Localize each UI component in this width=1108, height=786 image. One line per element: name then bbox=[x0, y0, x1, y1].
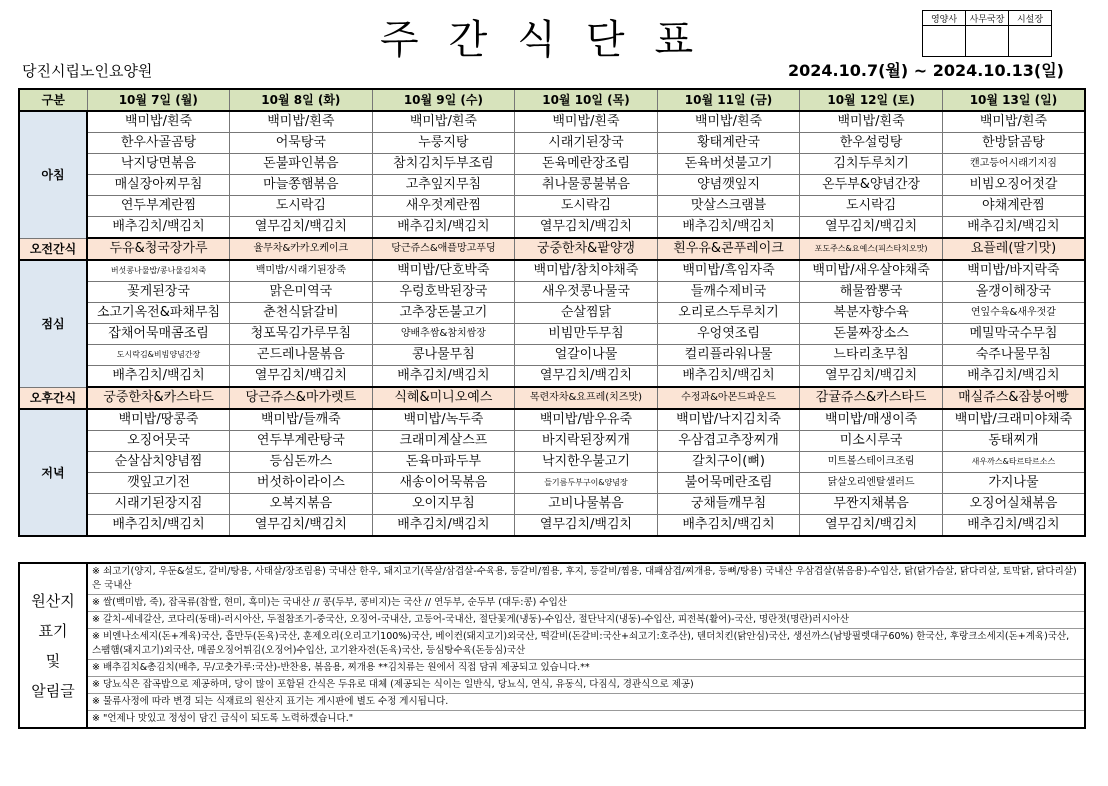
menu-item: 청포묵김가루무침 bbox=[230, 324, 373, 345]
menu-item: 새송이어묵볶음 bbox=[372, 473, 515, 494]
menu-item: 오징어뭇국 bbox=[87, 431, 230, 452]
notice-row bbox=[19, 563, 1085, 595]
day-header: 10월 7일 (월) bbox=[87, 89, 230, 111]
menu-item: 크래미계살스프 bbox=[372, 431, 515, 452]
approval-sign bbox=[1009, 26, 1052, 57]
menu-item: 느타리초무침 bbox=[800, 345, 943, 366]
menu-item: 열무김치/백김치 bbox=[800, 366, 943, 388]
menu-item: 오징어실채볶음 bbox=[942, 494, 1085, 515]
menu-item: 백미밥/흰죽 bbox=[87, 111, 230, 133]
day-header: 10월 10일 (목) bbox=[515, 89, 658, 111]
menu-row bbox=[19, 431, 1085, 452]
menu-row bbox=[19, 366, 1085, 388]
menu-item: 포도주스&요예스(피스타치오맛) bbox=[800, 238, 943, 260]
menu-item: 백미밥/매생이죽 bbox=[800, 409, 943, 431]
notice-row bbox=[19, 595, 1085, 612]
menu-header-row bbox=[19, 89, 1085, 111]
menu-item: 백미밥/참치야채죽 bbox=[515, 260, 658, 282]
menu-row bbox=[19, 303, 1085, 324]
menu-item: 미소시루국 bbox=[800, 431, 943, 452]
menu-item: 닭살오리엔탈샐러드 bbox=[800, 473, 943, 494]
menu-item: 매실장아찌무침 bbox=[87, 175, 230, 196]
notice-row bbox=[19, 612, 1085, 629]
menu-item: 백미밥/들깨죽 bbox=[230, 409, 373, 431]
menu-item: 시래기된장국 bbox=[515, 133, 658, 154]
menu-item: 불어묵메란조림 bbox=[657, 473, 800, 494]
menu-item: 열무김치/백김치 bbox=[800, 217, 943, 239]
menu-item: 비빔만두무침 bbox=[515, 324, 658, 345]
menu-item: 비빔오징어젓갈 bbox=[942, 175, 1085, 196]
menu-item: 낙지한우불고기 bbox=[515, 452, 658, 473]
notice-line: ※ 갈치-세네갈산, 코다리(동태)-러시아산, 두절참조기-중국산, 오징어-국내산, 고등어-국내산, 절단꽃게(냉동)-수입산, 절단낙지(냉동)-수입산, 피전복(활어)-국산, 명란젓(명란)러시아산 bbox=[87, 612, 1085, 629]
approval-sign bbox=[966, 26, 1009, 57]
menu-item: 양념깻잎지 bbox=[657, 175, 800, 196]
menu-row bbox=[19, 111, 1085, 133]
menu-item: 맑은미역국 bbox=[230, 282, 373, 303]
menu-item: 고추잎지무침 bbox=[372, 175, 515, 196]
notice-line: ※ 물류사정에 따라 변경 되는 식재료의 원산지 표기는 게시판에 별도 수정 게시됩니다. bbox=[87, 694, 1085, 711]
menu-item: 배추김치/백김치 bbox=[657, 515, 800, 537]
notice-row bbox=[19, 694, 1085, 711]
meal-label: 저녁 bbox=[19, 409, 87, 536]
menu-item: 흰우유&콘푸레이크 bbox=[657, 238, 800, 260]
menu-row bbox=[19, 282, 1085, 303]
menu-item: 무짠지채볶음 bbox=[800, 494, 943, 515]
menu-item: 얼갈이나물 bbox=[515, 345, 658, 366]
day-header: 10월 13일 (일) bbox=[942, 89, 1085, 111]
menu-item: 배추김치/백김치 bbox=[942, 217, 1085, 239]
menu-item: 오이지무침 bbox=[372, 494, 515, 515]
menu-item: 수정과&아몬드파운드 bbox=[657, 387, 800, 409]
notice-row bbox=[19, 711, 1085, 729]
menu-item: 백미밥/흰죽 bbox=[230, 111, 373, 133]
menu-item: 김치두루치기 bbox=[800, 154, 943, 175]
menu-item: 열무김치/백김치 bbox=[800, 515, 943, 537]
snack-row bbox=[19, 238, 1085, 260]
menu-item: 갈치구이(뼈) bbox=[657, 452, 800, 473]
menu-item: 낙지당면볶음 bbox=[87, 154, 230, 175]
menu-item: 순살찜닭 bbox=[515, 303, 658, 324]
menu-item: 맛살스크램블 bbox=[657, 196, 800, 217]
page-title: 주간식단표 bbox=[380, 17, 724, 63]
menu-row bbox=[19, 260, 1085, 282]
notice-body bbox=[19, 563, 1085, 728]
notice-table bbox=[18, 562, 1086, 729]
menu-item: 연잎수육&새우젓갈 bbox=[942, 303, 1085, 324]
menu-item: 백미밥/녹두죽 bbox=[372, 409, 515, 431]
menu-item: 배추김치/백김치 bbox=[87, 366, 230, 388]
menu-row bbox=[19, 515, 1085, 537]
menu-item: 들깨수제비국 bbox=[657, 282, 800, 303]
menu-item: 버섯하이라이스 bbox=[230, 473, 373, 494]
menu-item: 백미밥/낙지김치죽 bbox=[657, 409, 800, 431]
menu-item: 새우젓콩나물국 bbox=[515, 282, 658, 303]
meal-label: 아침 bbox=[19, 111, 87, 238]
menu-item: 고추장돈불고기 bbox=[372, 303, 515, 324]
menu-item: 새우젓계란찜 bbox=[372, 196, 515, 217]
menu-item: 돈육버섯불고기 bbox=[657, 154, 800, 175]
menu-item: 두유&청국장가루 bbox=[87, 238, 230, 260]
menu-item: 돈불파인볶음 bbox=[230, 154, 373, 175]
snack-row bbox=[19, 387, 1085, 409]
menu-item: 황태계란국 bbox=[657, 133, 800, 154]
menu-item: 배추김치/백김치 bbox=[372, 366, 515, 388]
menu-row bbox=[19, 452, 1085, 473]
header-label: 구분 bbox=[19, 89, 87, 111]
menu-item: 열무김치/백김치 bbox=[515, 217, 658, 239]
menu-item: 도시락김 bbox=[800, 196, 943, 217]
day-header: 10월 11일 (금) bbox=[657, 89, 800, 111]
organization-name: 당진시립노인요양원 bbox=[22, 62, 153, 80]
menu-item: 숙주나물무침 bbox=[942, 345, 1085, 366]
menu-item: 깻잎고기전 bbox=[87, 473, 230, 494]
menu-item: 해물짬뽕국 bbox=[800, 282, 943, 303]
menu-item: 백미밥/시래기된장죽 bbox=[230, 260, 373, 282]
notice-line: ※ 배추김치&총김치(배추, 무/고춧가루:국산)-반찬용, 볶음용, 찌개용 **김치류는 원에서 직접 담궈 제공되고 있습니다.** bbox=[87, 660, 1085, 677]
menu-item: 배추김치/백김치 bbox=[657, 217, 800, 239]
menu-item: 백미밥/흰죽 bbox=[800, 111, 943, 133]
menu-row bbox=[19, 154, 1085, 175]
approval-sign bbox=[923, 26, 966, 57]
menu-period: 2024.10.7(월) ~ 2024.10.13(일) bbox=[787, 61, 1064, 80]
menu-body bbox=[19, 111, 1085, 536]
menu-item: 등심돈까스 bbox=[230, 452, 373, 473]
notice-row bbox=[19, 677, 1085, 694]
menu-row bbox=[19, 133, 1085, 154]
menu-item: 마늘쫑햄볶음 bbox=[230, 175, 373, 196]
menu-item: 양배추쌈&참치쌈장 bbox=[372, 324, 515, 345]
menu-item: 미트볼스테이크조림 bbox=[800, 452, 943, 473]
menu-item: 열무김치/백김치 bbox=[515, 366, 658, 388]
menu-item: 연두부계란찜 bbox=[87, 196, 230, 217]
menu-row bbox=[19, 409, 1085, 431]
menu-row bbox=[19, 217, 1085, 239]
menu-item: 컬리플라워나물 bbox=[657, 345, 800, 366]
menu-item: 우엉엿조림 bbox=[657, 324, 800, 345]
notice-line: ※ 비엔나소세지(돈+계육)국산, 흡만두(돈육)국산, 훈제오리(오리고기100%)국산, 베이컨(돼지고기)외국산, 떡갈비(돈갈비:국산+쇠고기:호주산), 텐더치킨(닭안심)국산, 생선까스(남방필렛대구60%) 한국산, 후랑크소세지(돈+계육)국산, 스팸햄(돼지고기)외국산, 매콤오징어튀김(오징어)수입산, 고기완자전(돈육)국산, 등심탕수육(돈등심)국산 bbox=[87, 629, 1085, 660]
menu-item: 콩나물무침 bbox=[372, 345, 515, 366]
menu-row bbox=[19, 324, 1085, 345]
day-header: 10월 8일 (화) bbox=[230, 89, 373, 111]
menu-item: 배추김치/백김치 bbox=[372, 515, 515, 537]
menu-item: 도시락김 bbox=[515, 196, 658, 217]
menu-item: 동태찌개 bbox=[942, 431, 1085, 452]
notice-row bbox=[19, 660, 1085, 677]
notice-line: ※ "언제나 맛있고 정성이 담긴 급식이 되도록 노력하겠습니다." bbox=[87, 711, 1085, 729]
menu-item: 우삼겹고추장찌개 bbox=[657, 431, 800, 452]
menu-item: 순살삼치양념찜 bbox=[87, 452, 230, 473]
menu-item: 새우까스&타르타르소스 bbox=[942, 452, 1085, 473]
menu-item: 배추김치/백김치 bbox=[942, 515, 1085, 537]
menu-item: 율무차&카카오케이크 bbox=[230, 238, 373, 260]
menu-item: 궁중한차&팥양갱 bbox=[515, 238, 658, 260]
menu-item: 취나물콩불볶음 bbox=[515, 175, 658, 196]
menu-item: 식혜&미니오예스 bbox=[372, 387, 515, 409]
menu-item: 배추김치/백김치 bbox=[657, 366, 800, 388]
menu-item: 백미밥/새우살야채죽 bbox=[800, 260, 943, 282]
menu-item: 누룽지탕 bbox=[372, 133, 515, 154]
menu-item: 백미밥/흰죽 bbox=[515, 111, 658, 133]
menu-item: 한우설렁탕 bbox=[800, 133, 943, 154]
menu-item: 백미밥/크래미야채죽 bbox=[942, 409, 1085, 431]
menu-item: 당근쥬스&애플망고푸딩 bbox=[372, 238, 515, 260]
notice-row bbox=[19, 629, 1085, 660]
menu-item: 열무김치/백김치 bbox=[515, 515, 658, 537]
meal-label: 오후간식 bbox=[19, 387, 87, 409]
day-header: 10월 9일 (수) bbox=[372, 89, 515, 111]
menu-item: 우렁호박된장국 bbox=[372, 282, 515, 303]
menu-item: 돈육메란장조림 bbox=[515, 154, 658, 175]
menu-item: 배추김치/백김치 bbox=[942, 366, 1085, 388]
menu-item: 돈육마파두부 bbox=[372, 452, 515, 473]
menu-item: 춘천식닭갈비 bbox=[230, 303, 373, 324]
menu-item: 도시락김&비빔양념간장 bbox=[87, 345, 230, 366]
menu-item: 백미밥/흰죽 bbox=[942, 111, 1085, 133]
menu-item: 꽃게된장국 bbox=[87, 282, 230, 303]
menu-item: 매실쥬스&잠붕어빵 bbox=[942, 387, 1085, 409]
menu-item: 야채계란찜 bbox=[942, 196, 1085, 217]
notice-label: 원산지 표기 및 알림글 bbox=[19, 563, 87, 728]
menu-item: 메밀막국수무침 bbox=[942, 324, 1085, 345]
menu-item: 배추김치/백김치 bbox=[87, 515, 230, 537]
approval-box bbox=[922, 10, 1052, 57]
menu-item: 궁채들깨무침 bbox=[657, 494, 800, 515]
menu-item: 잡채어묵매콤조림 bbox=[87, 324, 230, 345]
menu-row bbox=[19, 345, 1085, 366]
menu-item: 들기름두부구이&양념장 bbox=[515, 473, 658, 494]
notice-line: ※ 쇠고기(양지, 우둔&설도, 갈비/탕용, 사태살/장조림용) 국내산 한우, 돼지고기(목살/삼겹살-수육용, 등갈비/찜용, 후지, 등갈비/찜용, 대패삼겹/찌개용, 등뼈/탕용) 국내산 우삼겹살(볶음용)-수입산, 닭(닭가슴살, 닭다리살, 토막닭, 닭다리살) 은 국내산 bbox=[87, 563, 1085, 595]
menu-item: 목련자차&요프레(치즈맛) bbox=[515, 387, 658, 409]
menu-item: 캔고등어시래기지짐 bbox=[942, 154, 1085, 175]
menu-item: 온두부&양념간장 bbox=[800, 175, 943, 196]
menu-item: 한방닭곰탕 bbox=[942, 133, 1085, 154]
meal-label: 오전간식 bbox=[19, 238, 87, 260]
menu-item: 백미밥/밤우유죽 bbox=[515, 409, 658, 431]
menu-item: 열무김치/백김치 bbox=[230, 217, 373, 239]
menu-item: 백미밥/바지락죽 bbox=[942, 260, 1085, 282]
menu-item: 어묵탕국 bbox=[230, 133, 373, 154]
menu-item: 곤드레나물볶음 bbox=[230, 345, 373, 366]
menu-item: 배추김치/백김치 bbox=[372, 217, 515, 239]
notice-line: ※ 당뇨식은 잡곡밥으로 제공하며, 당이 많이 포함된 간식은 두유로 대체 (제공되는 식이는 일반식, 당뇨식, 연식, 유동식, 다짐식, 경관식으로 제공) bbox=[87, 677, 1085, 694]
menu-item: 궁중한차&카스타드 bbox=[87, 387, 230, 409]
menu-item: 돈불짜장소스 bbox=[800, 324, 943, 345]
menu-row bbox=[19, 196, 1085, 217]
menu-item: 오복지볶음 bbox=[230, 494, 373, 515]
menu-item: 요플레(딸기맛) bbox=[942, 238, 1085, 260]
menu-item: 오리로스두루치기 bbox=[657, 303, 800, 324]
menu-table bbox=[18, 88, 1086, 537]
menu-item: 백미밥/흑임자죽 bbox=[657, 260, 800, 282]
menu-item: 올갱이해장국 bbox=[942, 282, 1085, 303]
menu-row bbox=[19, 175, 1085, 196]
menu-item: 열무김치/백김치 bbox=[230, 366, 373, 388]
menu-item: 연두부계란탕국 bbox=[230, 431, 373, 452]
menu-item: 백미밥/흰죽 bbox=[657, 111, 800, 133]
menu-item: 당근쥬스&마가렛트 bbox=[230, 387, 373, 409]
menu-item: 바지락된장찌개 bbox=[515, 431, 658, 452]
menu-item: 배추김치/백김치 bbox=[87, 217, 230, 239]
notice-line: ※ 쌀(백미밥, 죽), 잡곡류(찹쌀, 현미, 흑미)는 국내산 // 콩(두부, 콩비지)는 국산 // 연두부, 순두부 (대두:콩) 수입산 bbox=[87, 595, 1085, 612]
menu-row bbox=[19, 473, 1085, 494]
menu-item: 도시락김 bbox=[230, 196, 373, 217]
approval-label: 시설장 bbox=[1009, 11, 1052, 26]
approval-label: 영양사 bbox=[923, 11, 966, 26]
menu-item: 감귤쥬스&카스타드 bbox=[800, 387, 943, 409]
menu-item: 백미밥/땅콩죽 bbox=[87, 409, 230, 431]
menu-item: 열무김치/백김치 bbox=[230, 515, 373, 537]
menu-item: 백미밥/흰죽 bbox=[372, 111, 515, 133]
menu-row bbox=[19, 494, 1085, 515]
menu-item: 고비나물볶음 bbox=[515, 494, 658, 515]
menu-item: 한우사골곰탕 bbox=[87, 133, 230, 154]
approval-label: 사무국장 bbox=[966, 11, 1009, 26]
menu-item: 참치김치두부조림 bbox=[372, 154, 515, 175]
menu-item: 가지나물 bbox=[942, 473, 1085, 494]
menu-item: 복분자향수육 bbox=[800, 303, 943, 324]
menu-item: 버섯콩나물밥/콩나물김치죽 bbox=[87, 260, 230, 282]
menu-item: 소고기옥전&파채무침 bbox=[87, 303, 230, 324]
menu-item: 시래기된장지짐 bbox=[87, 494, 230, 515]
day-header: 10월 12일 (토) bbox=[800, 89, 943, 111]
meal-label: 점심 bbox=[19, 260, 87, 387]
menu-item: 백미밥/단호박죽 bbox=[372, 260, 515, 282]
